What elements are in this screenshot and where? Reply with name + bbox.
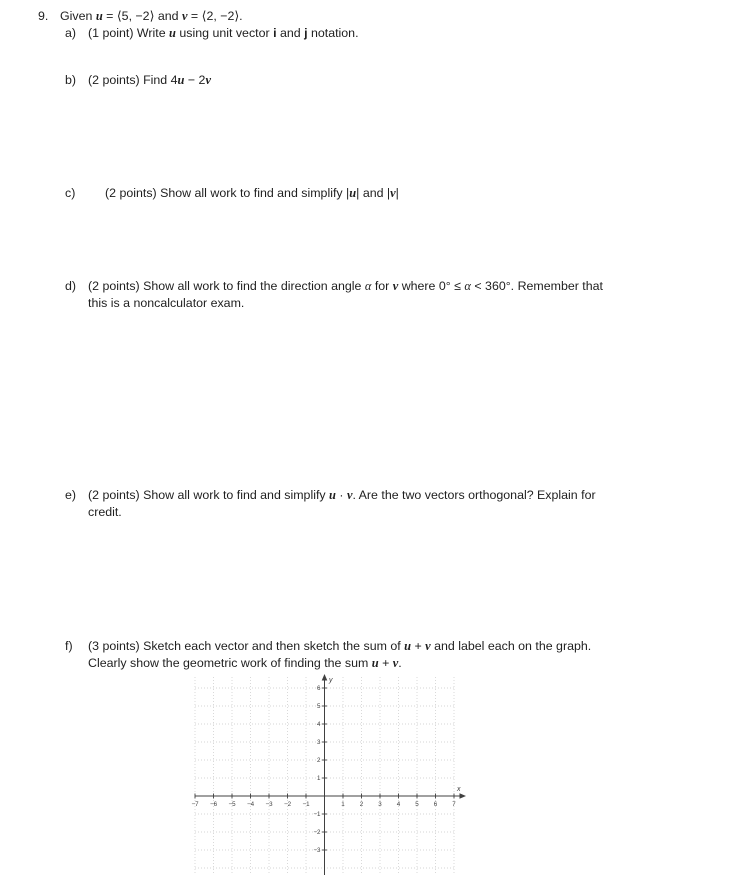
svg-text:4: 4 bbox=[317, 721, 321, 728]
svg-text:5: 5 bbox=[415, 801, 419, 808]
svg-text:−1: −1 bbox=[313, 811, 321, 818]
svg-text:−4: −4 bbox=[246, 801, 255, 808]
part-f bbox=[65, 638, 707, 672]
question-parts bbox=[38, 25, 707, 672]
svg-text:6: 6 bbox=[317, 685, 321, 692]
text-line: Clearly show the geometric work of finding the sum u + v. bbox=[88, 656, 402, 670]
svg-text:1: 1 bbox=[341, 801, 345, 808]
question-number: 9. bbox=[38, 9, 49, 23]
svg-text:−7: −7 bbox=[191, 801, 199, 808]
question-intro bbox=[38, 8, 707, 25]
part-a-label: a) bbox=[65, 26, 77, 40]
text-line: Given u = ⟨5, −2⟩ and v = ⟨2, −2⟩. bbox=[60, 9, 243, 23]
svg-text:3: 3 bbox=[317, 739, 321, 746]
part-e bbox=[65, 487, 707, 521]
text-line: (2 points) Find 4u − 2v bbox=[88, 73, 211, 87]
part-b-text bbox=[88, 72, 211, 89]
svg-text:3: 3 bbox=[378, 801, 382, 808]
svg-text:−3: −3 bbox=[265, 801, 273, 808]
text-line: credit. bbox=[88, 505, 122, 519]
svg-text:2: 2 bbox=[317, 757, 321, 764]
part-c bbox=[65, 185, 707, 202]
part-a-text bbox=[88, 25, 359, 42]
svg-text:y: y bbox=[329, 677, 333, 684]
part-f-label: f) bbox=[65, 639, 73, 653]
part-d-label: d) bbox=[65, 279, 77, 293]
part-a bbox=[65, 25, 707, 42]
svg-text:x: x bbox=[457, 786, 461, 793]
text-line: this is a noncalculator exam. bbox=[88, 296, 245, 310]
part-c-label: c) bbox=[65, 186, 76, 200]
text-line: (1 point) Write u using unit vector i and j notation. bbox=[88, 26, 359, 40]
svg-text:−6: −6 bbox=[209, 801, 218, 808]
svg-text:−5: −5 bbox=[228, 801, 236, 808]
part-b-label: b) bbox=[65, 73, 77, 87]
text-line: (3 points) Sketch each vector and then sketch the sum of u + v and label each on the graph. bbox=[88, 639, 592, 653]
part-c-text bbox=[105, 185, 399, 202]
svg-text:−2: −2 bbox=[313, 829, 321, 836]
part-d-text bbox=[88, 278, 603, 312]
svg-text:−2: −2 bbox=[283, 801, 292, 808]
svg-text:5: 5 bbox=[317, 703, 321, 710]
vector-graph bbox=[187, 674, 707, 880]
question-intro-text bbox=[60, 8, 243, 25]
coordinate-grid-svg bbox=[187, 674, 467, 875]
svg-text:1: 1 bbox=[317, 775, 321, 782]
svg-text:6: 6 bbox=[433, 801, 438, 808]
svg-text:7: 7 bbox=[452, 801, 456, 808]
part-e-text bbox=[88, 487, 596, 521]
text-line: (2 points) Show all work to find and simplify u · v. Are the two vectors orthogonal? Explain for bbox=[88, 488, 596, 502]
svg-text:−3: −3 bbox=[313, 847, 321, 854]
svg-text:4: 4 bbox=[396, 801, 401, 808]
text-line: (2 points) Show all work to find the direction angle α for v where 0° ≤ α < 360°. Remember that bbox=[88, 279, 603, 293]
svg-text:2: 2 bbox=[359, 801, 364, 808]
part-f-text bbox=[88, 638, 591, 672]
part-e-label: e) bbox=[65, 488, 77, 502]
part-b bbox=[65, 72, 707, 89]
text-line: (2 points) Show all work to find and simplify |u| and |v| bbox=[105, 186, 399, 200]
svg-text:−1: −1 bbox=[302, 801, 310, 808]
part-d bbox=[65, 278, 707, 312]
